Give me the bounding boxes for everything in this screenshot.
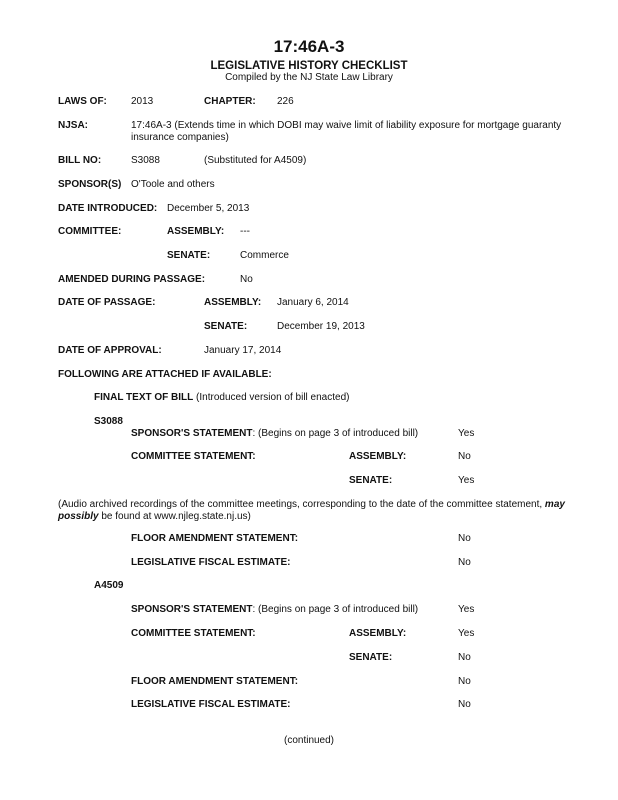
s3088-sponsor-note: : (Begins on page 3 of introduced bill)	[252, 428, 419, 439]
committee-label: COMMITTEE:	[58, 226, 122, 237]
laws-of-value: 2013	[131, 96, 154, 107]
s3088-bill-label: S3088	[94, 416, 123, 427]
s3088-floor-value: No	[458, 533, 471, 544]
date-of-approval-value: January 17, 2014	[204, 345, 282, 356]
s3088-fiscal-label: LEGISLATIVE FISCAL ESTIMATE:	[131, 557, 291, 568]
final-text-label: FINAL TEXT OF BILL	[94, 392, 194, 403]
a4509-assembly-label: ASSEMBLY:	[349, 628, 407, 639]
date-introduced-value: December 5, 2013	[167, 203, 250, 214]
njsa-value: 17:46A-3 (Extends time in which DOBI may waive limit of liability exposure for mortgage guaranty insurance companies)	[131, 120, 562, 143]
s3088-assembly-value: No	[458, 451, 471, 462]
passage-senate-value: December 19, 2013	[277, 321, 365, 332]
s3088-sponsor-row	[131, 428, 418, 440]
laws-of-label: LAWS OF:	[58, 96, 107, 107]
amended-value: No	[240, 274, 253, 285]
a4509-assembly-value: Yes	[458, 628, 475, 639]
bill-no-value: S3088	[131, 155, 160, 166]
a4509-sponsor-value: Yes	[458, 604, 475, 615]
date-of-passage-label: DATE OF PASSAGE:	[58, 297, 156, 308]
final-text-row	[94, 392, 349, 404]
committee-assembly-label: ASSEMBLY:	[167, 226, 225, 237]
continued-footer: (continued)	[283, 735, 335, 746]
s3088-assembly-label: ASSEMBLY:	[349, 451, 407, 462]
passage-senate-label: SENATE:	[204, 321, 248, 332]
a4509-floor-value: No	[458, 676, 471, 687]
attached-heading: FOLLOWING ARE ATTACHED IF AVAILABLE:	[58, 369, 272, 380]
s3088-sponsor-value: Yes	[458, 428, 475, 439]
audio-note-emphasis: may possibly	[58, 499, 565, 522]
audio-note-text-1: (Audio archived recordings of the committee meetings, corresponding to the date of the committee statement,	[58, 499, 545, 510]
a4509-sponsor-label: SPONSOR'S STATEMENT	[131, 604, 253, 615]
a4509-fiscal-value: No	[458, 699, 471, 710]
compiled-by: Compiled by the NJ State Law Library	[225, 72, 393, 83]
final-text-note: (Introduced version of bill enacted)	[196, 392, 350, 403]
audio-note-text-2: be found at www.njleg.state.nj.us)	[98, 511, 251, 522]
s3088-senate-label: SENATE:	[349, 475, 393, 486]
a4509-sponsor-row	[131, 604, 418, 616]
a4509-fiscal-label: LEGISLATIVE FISCAL ESTIMATE:	[131, 699, 291, 710]
sponsors-label: SPONSOR(S)	[58, 179, 122, 190]
bill-no-note: (Substituted for A4509)	[204, 155, 307, 166]
a4509-senate-value: No	[458, 652, 471, 663]
document-subtitle: LEGISLATIVE HISTORY CHECKLIST	[210, 60, 408, 72]
committee-senate-value: Commerce	[240, 250, 289, 261]
a4509-floor-label: FLOOR AMENDMENT STATEMENT:	[131, 676, 299, 687]
date-introduced-label: DATE INTRODUCED:	[58, 203, 158, 214]
passage-assembly-value: January 6, 2014	[277, 297, 349, 308]
audio-note	[58, 499, 604, 523]
date-of-approval-label: DATE OF APPROVAL:	[58, 345, 162, 356]
chapter-label: CHAPTER:	[204, 96, 256, 107]
s3088-fiscal-value: No	[458, 557, 471, 568]
s3088-committee-label: COMMITTEE STATEMENT:	[131, 451, 256, 462]
a4509-sponsor-note: : (Begins on page 3 of introduced bill)	[252, 604, 419, 615]
sponsors-value: O'Toole and others	[131, 179, 215, 190]
committee-senate-label: SENATE:	[167, 250, 211, 261]
s3088-senate-value: Yes	[458, 475, 475, 486]
s3088-sponsor-label: SPONSOR'S STATEMENT	[131, 428, 253, 439]
chapter-value: 226	[277, 96, 294, 107]
bill-no-label: BILL NO:	[58, 155, 102, 166]
passage-assembly-label: ASSEMBLY:	[204, 297, 262, 308]
amended-label: AMENDED DURING PASSAGE:	[58, 274, 206, 285]
a4509-bill-label: A4509	[94, 580, 124, 591]
document-title: 17:46A-3	[273, 37, 345, 56]
s3088-floor-label: FLOOR AMENDMENT STATEMENT:	[131, 533, 299, 544]
a4509-senate-label: SENATE:	[349, 652, 393, 663]
committee-assembly-value: ---	[240, 226, 250, 237]
a4509-committee-label: COMMITTEE STATEMENT:	[131, 628, 256, 639]
njsa-label: NJSA:	[58, 120, 89, 131]
